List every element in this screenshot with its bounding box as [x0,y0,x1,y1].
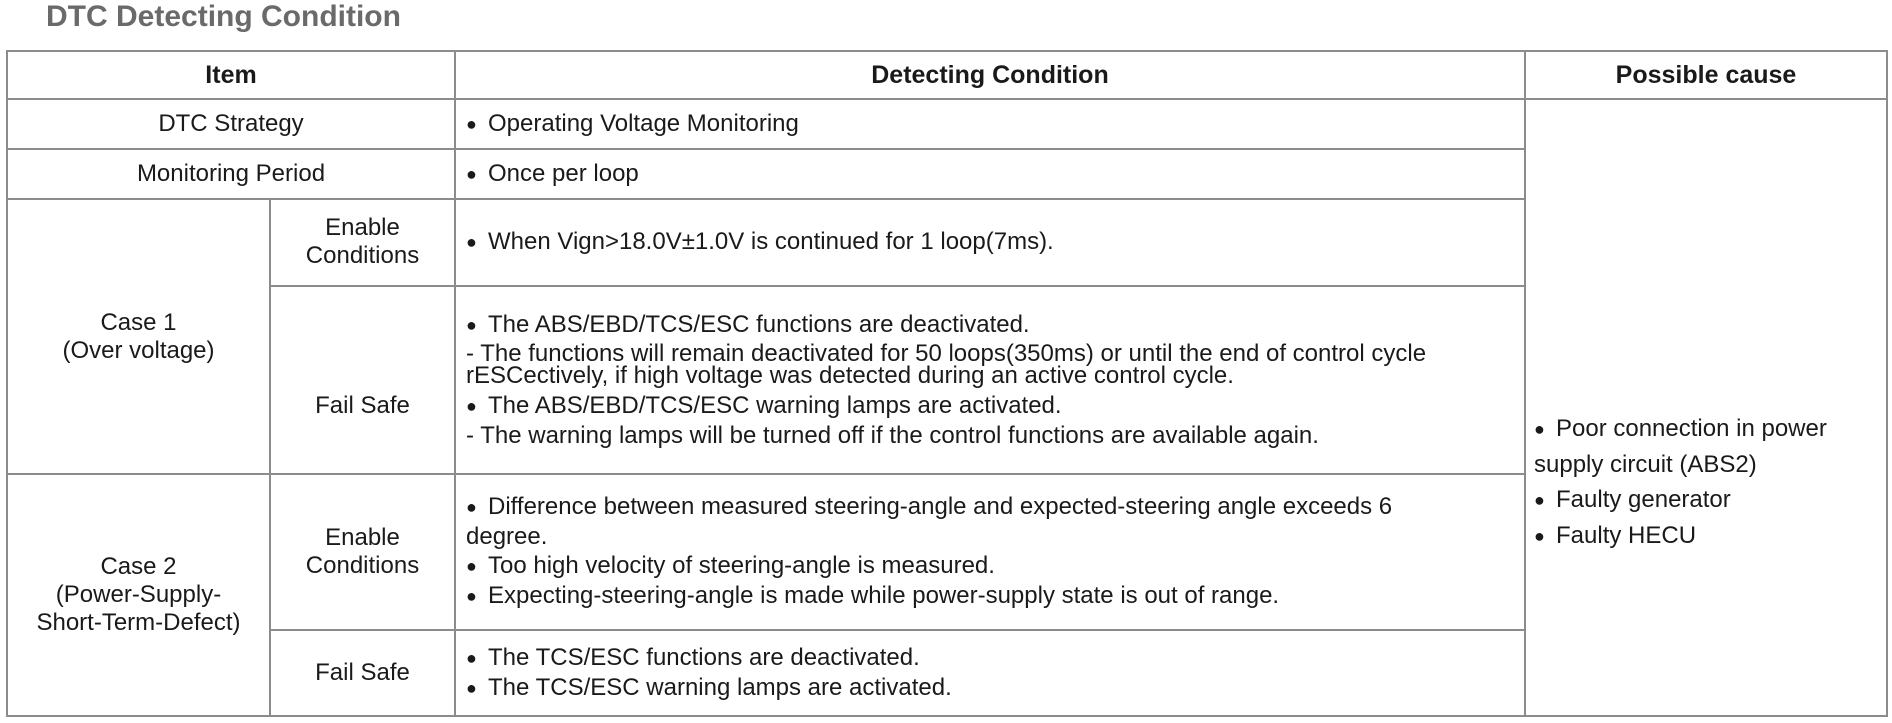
condition-dtc-strategy: ● Operating Voltage Monitoring [455,99,1525,149]
condition-case1-enable: ● When Vign>18.0V±1.0V is continued for 1 loop(7ms). [455,199,1525,285]
bullet-icon: ● [1534,490,1545,510]
bullet-icon: ● [466,556,477,577]
header-detecting-condition: Detecting Condition [455,51,1525,99]
subitem-case1-fail-safe: Fail Safe [270,286,455,475]
bullet-icon: ● [466,164,477,185]
item-case-2: Case 2 (Power-Supply- Short-Term-Defect) [7,474,270,716]
dtc-condition-table [6,50,1888,717]
table-row-dtc-strategy [7,99,1887,149]
subitem-case1-enable-conditions: Enable Conditions [270,199,455,285]
item-dtc-strategy: DTC Strategy [7,99,455,149]
bullet-icon: ● [466,677,477,698]
possible-cause-cell: ● Poor connection in power supply circuit (ABS2) ● Faulty generator ● Faulty HECU [1525,99,1887,716]
subitem-case2-fail-safe: Fail Safe [270,630,455,716]
table-header-row [7,51,1887,99]
bullet-icon: ● [466,586,477,607]
condition-monitoring-period: ● Once per loop [455,149,1525,199]
bullet-icon: ● [1534,419,1545,439]
header-item: Item [7,51,455,99]
item-case-1: Case 1 (Over voltage) [7,199,270,474]
condition-case1-fail-safe: ● The ABS/EBD/TCS/ESC functions are deactivated. - The functions will remain deactivated for 50 loops(350ms) or until the end of control cycle rESCectively, if high voltage was detected during an active control cycle. ● The ABS/EBD/TCS/ESC warning lamps are activated. - The warning lamps will be turned off if the control functions are available again. [455,286,1525,475]
bullet-icon: ● [466,395,477,416]
subitem-case2-enable-conditions: Enable Conditions [270,474,455,630]
page-title: DTC Detecting Condition [46,0,401,33]
condition-case2-enable: ● Difference between measured steering-angle and expected-steering angle exceeds 6 degree. ● Too high velocity of steering-angle is measured. ● Expecting-steering-angle is made while power-supply state is out of range. [455,474,1525,630]
item-monitoring-period: Monitoring Period [7,149,455,199]
bullet-icon: ● [466,497,477,518]
condition-case2-fail-safe: ● The TCS/ESC functions are deactivated. ● The TCS/ESC warning lamps are activated. [455,630,1525,716]
bullet-icon: ● [466,114,477,135]
bullet-icon: ● [466,647,477,668]
bullet-icon: ● [466,232,477,253]
header-possible-cause: Possible cause [1525,51,1887,99]
bullet-icon: ● [466,314,477,335]
bullet-icon: ● [1534,526,1545,546]
